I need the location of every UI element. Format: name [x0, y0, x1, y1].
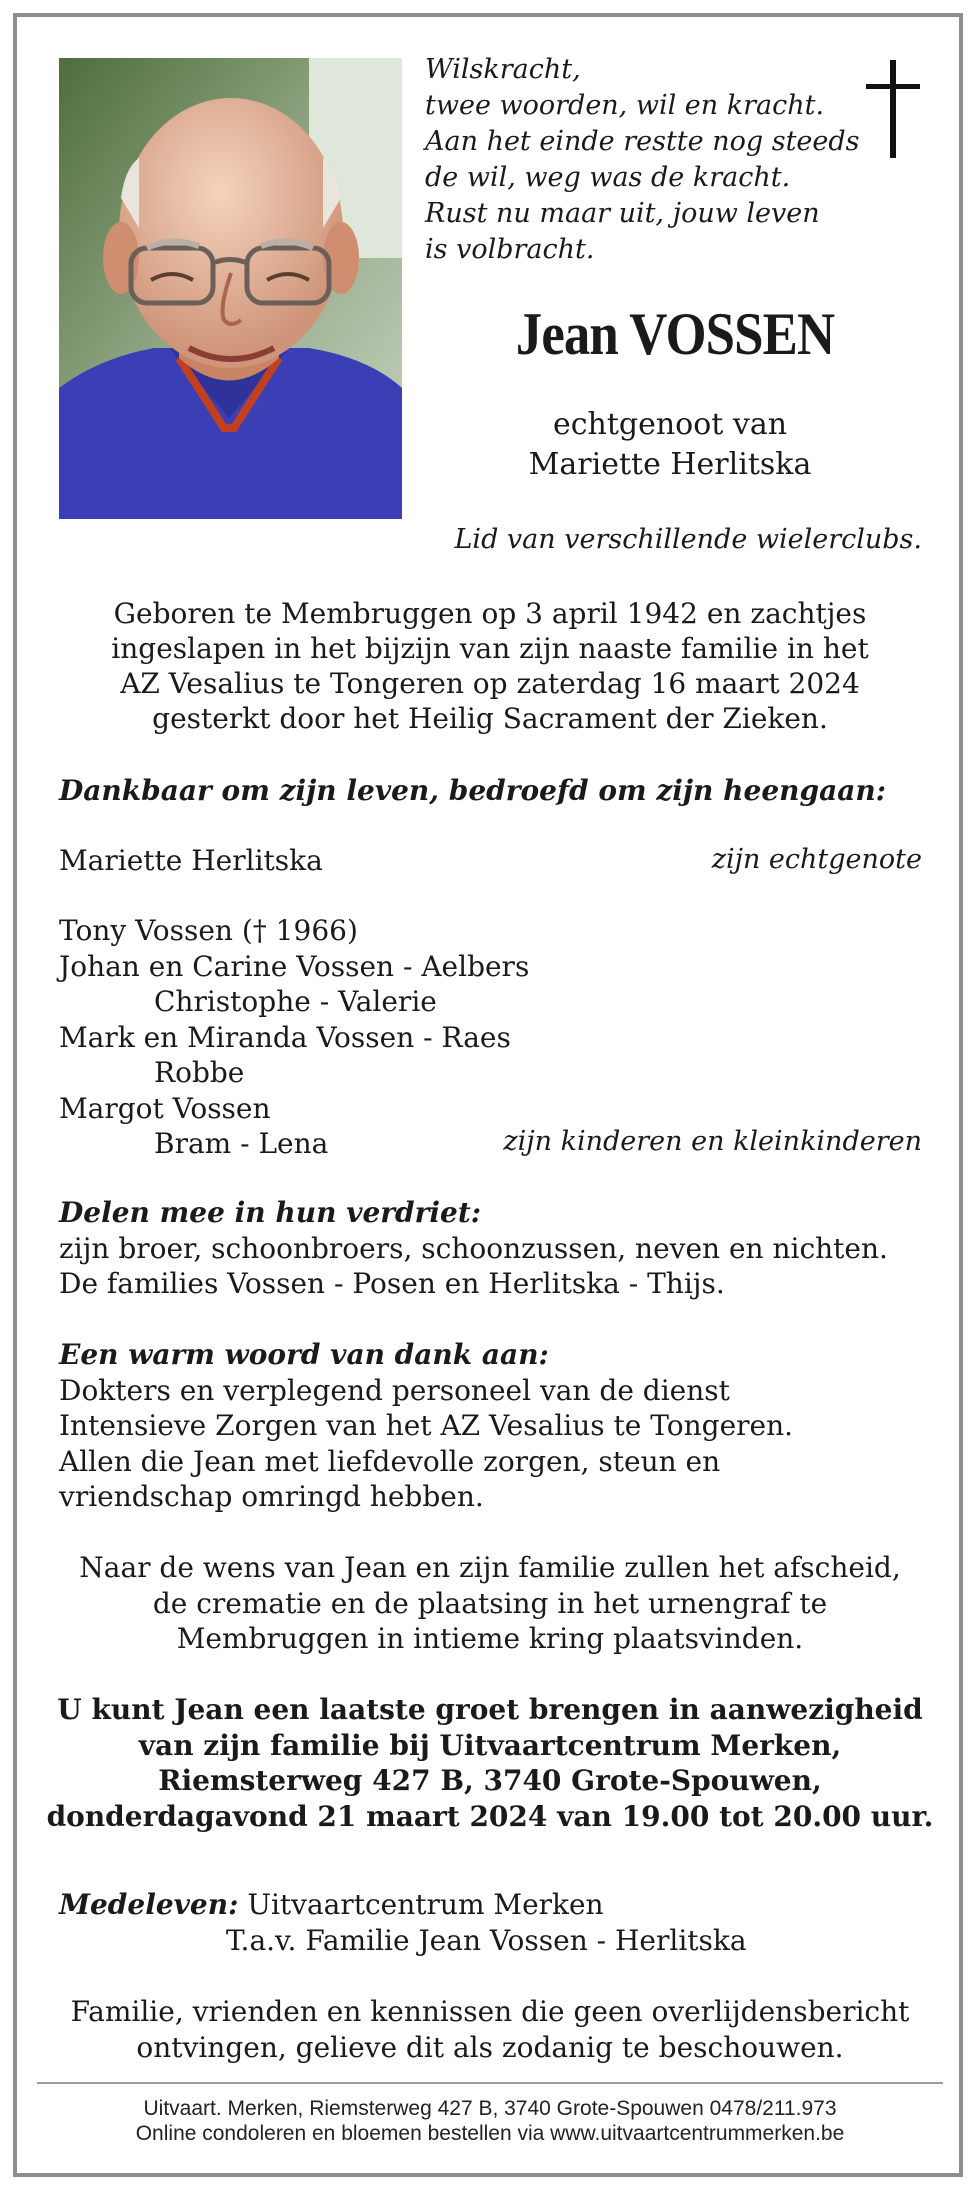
poem-line: Aan het einde restte nog steeds — [425, 126, 860, 157]
spouse-label: echtgenoot van — [552, 407, 788, 442]
poem — [425, 52, 860, 268]
thanks-line: Dokters en verplegend personeel van de dienst — [59, 1373, 730, 1407]
poem-line: de wil, weg was de kracht. — [425, 162, 791, 193]
children-role: zijn kinderen en kleinkinderen — [503, 1126, 922, 1157]
sorrow-line: De families Vossen - Posen en Herlitska - Thijs. — [59, 1267, 725, 1300]
spouse-block — [430, 405, 910, 485]
spouse-name: Mariette Herlitska — [528, 447, 812, 482]
farewell-line: Membruggen in intieme kring plaatsvinden. — [176, 1622, 804, 1655]
footer-address: Uitvaart. Merken, Riemsterweg 427 B, 3740 Grote-Spouwen 0478/211.973 — [143, 2097, 837, 2120]
portrait-photo — [59, 58, 402, 519]
closing-line: ontvingen, gelieve dit als zodanig te beschouwen. — [136, 2030, 844, 2064]
sorrow-section — [59, 1195, 888, 1302]
visit-line: donderdagavond 21 maart 2024 van 19.00 tot 20.00 uur. — [46, 1799, 934, 1833]
cross-icon — [866, 60, 920, 158]
closing-text — [40, 1994, 940, 2065]
sorrow-line: zijn broer, schoonbroers, schoonzussen, neven en nichten. — [59, 1231, 888, 1265]
thanks-line: Allen die Jean met liefdevolle zorgen, steun en — [59, 1444, 721, 1478]
visit-line: U kunt Jean een laatste groet brengen in aanwezigheid — [57, 1693, 923, 1726]
club-note: Lid van verschillende wielerclubs. — [454, 524, 922, 555]
portrait-illustration — [59, 58, 402, 519]
thanks-section — [59, 1337, 793, 1515]
child-line: Johan en Carine Vossen - Aelbers — [59, 949, 530, 983]
poem-line: Rust nu maar uit, jouw leven — [425, 198, 820, 229]
poem-line: Wilskracht, — [425, 54, 581, 85]
poem-line: twee woorden, wil en kracht. — [425, 90, 825, 121]
grandchild-line: Christophe - Valerie — [154, 985, 437, 1018]
family-spouse-role: zijn echtgenote — [711, 844, 922, 875]
birth-line: gesterkt door het Heilig Sacrament der Zieken. — [152, 702, 828, 735]
birth-line: Geboren te Membruggen op 3 april 1942 en zachtjes — [113, 597, 867, 630]
closing-line: Familie, vrienden en kennissen die geen overlijdensbericht — [70, 1995, 910, 2028]
farewell-text — [40, 1550, 940, 1657]
condolence-line2: T.a.v. Familie Jean Vossen - Herlitska — [226, 1923, 747, 1957]
grandchild-line: Robbe — [154, 1056, 245, 1089]
farewell-line: Naar de wens van Jean en zijn familie zullen het afscheid, — [79, 1551, 901, 1584]
sorrow-heading: Delen mee in hun verdriet: — [59, 1196, 482, 1229]
footer-divider — [37, 2082, 943, 2084]
poem-line: is volbracht. — [425, 234, 595, 265]
birth-line: AZ Vesalius te Tongeren op zaterdag 16 maart 2024 — [120, 667, 860, 700]
visit-line: Riemsterweg 427 B, 3740 Grote-Spouwen, — [158, 1764, 822, 1797]
visit-line: van zijn familie bij Uitvaartcentrum Merken, — [138, 1728, 842, 1762]
grandchild-line: Bram - Lena — [154, 1127, 329, 1160]
footer-website: Online condoleren en bloemen bestellen via www.uitvaartcentrummerken.be — [135, 2122, 845, 2145]
thanks-heading: Een warm woord van dank aan: — [59, 1338, 549, 1371]
farewell-line: de crematie en de plaatsing in het urnengraf te — [152, 1586, 828, 1620]
condolence-label: Medeleven: — [59, 1888, 239, 1921]
visit-info — [40, 1692, 940, 1834]
family-heading: Dankbaar om zijn leven, bedroefd om zijn heengaan: — [59, 774, 887, 807]
birth-text — [60, 596, 920, 736]
birth-line: ingeslapen in het bijzijn van zijn naaste familie in het — [111, 632, 869, 665]
child-line: Tony Vossen († 1966) — [59, 914, 358, 947]
thanks-line: Intensieve Zorgen van het AZ Vesalius te Tongeren. — [59, 1409, 794, 1442]
condolence-section — [59, 1887, 747, 1958]
condolence-line1: Uitvaartcentrum Merken — [247, 1888, 604, 1921]
thanks-line: vriendschap omringd hebben. — [59, 1480, 484, 1513]
footer — [40, 2096, 940, 2146]
deceased-name: Jean VOSSEN — [515, 301, 835, 367]
child-line: Mark en Miranda Vossen - Raes — [59, 1020, 511, 1054]
family-spouse: Mariette Herlitska — [59, 844, 323, 877]
children-list — [59, 913, 529, 1162]
child-line: Margot Vossen — [59, 1091, 271, 1125]
